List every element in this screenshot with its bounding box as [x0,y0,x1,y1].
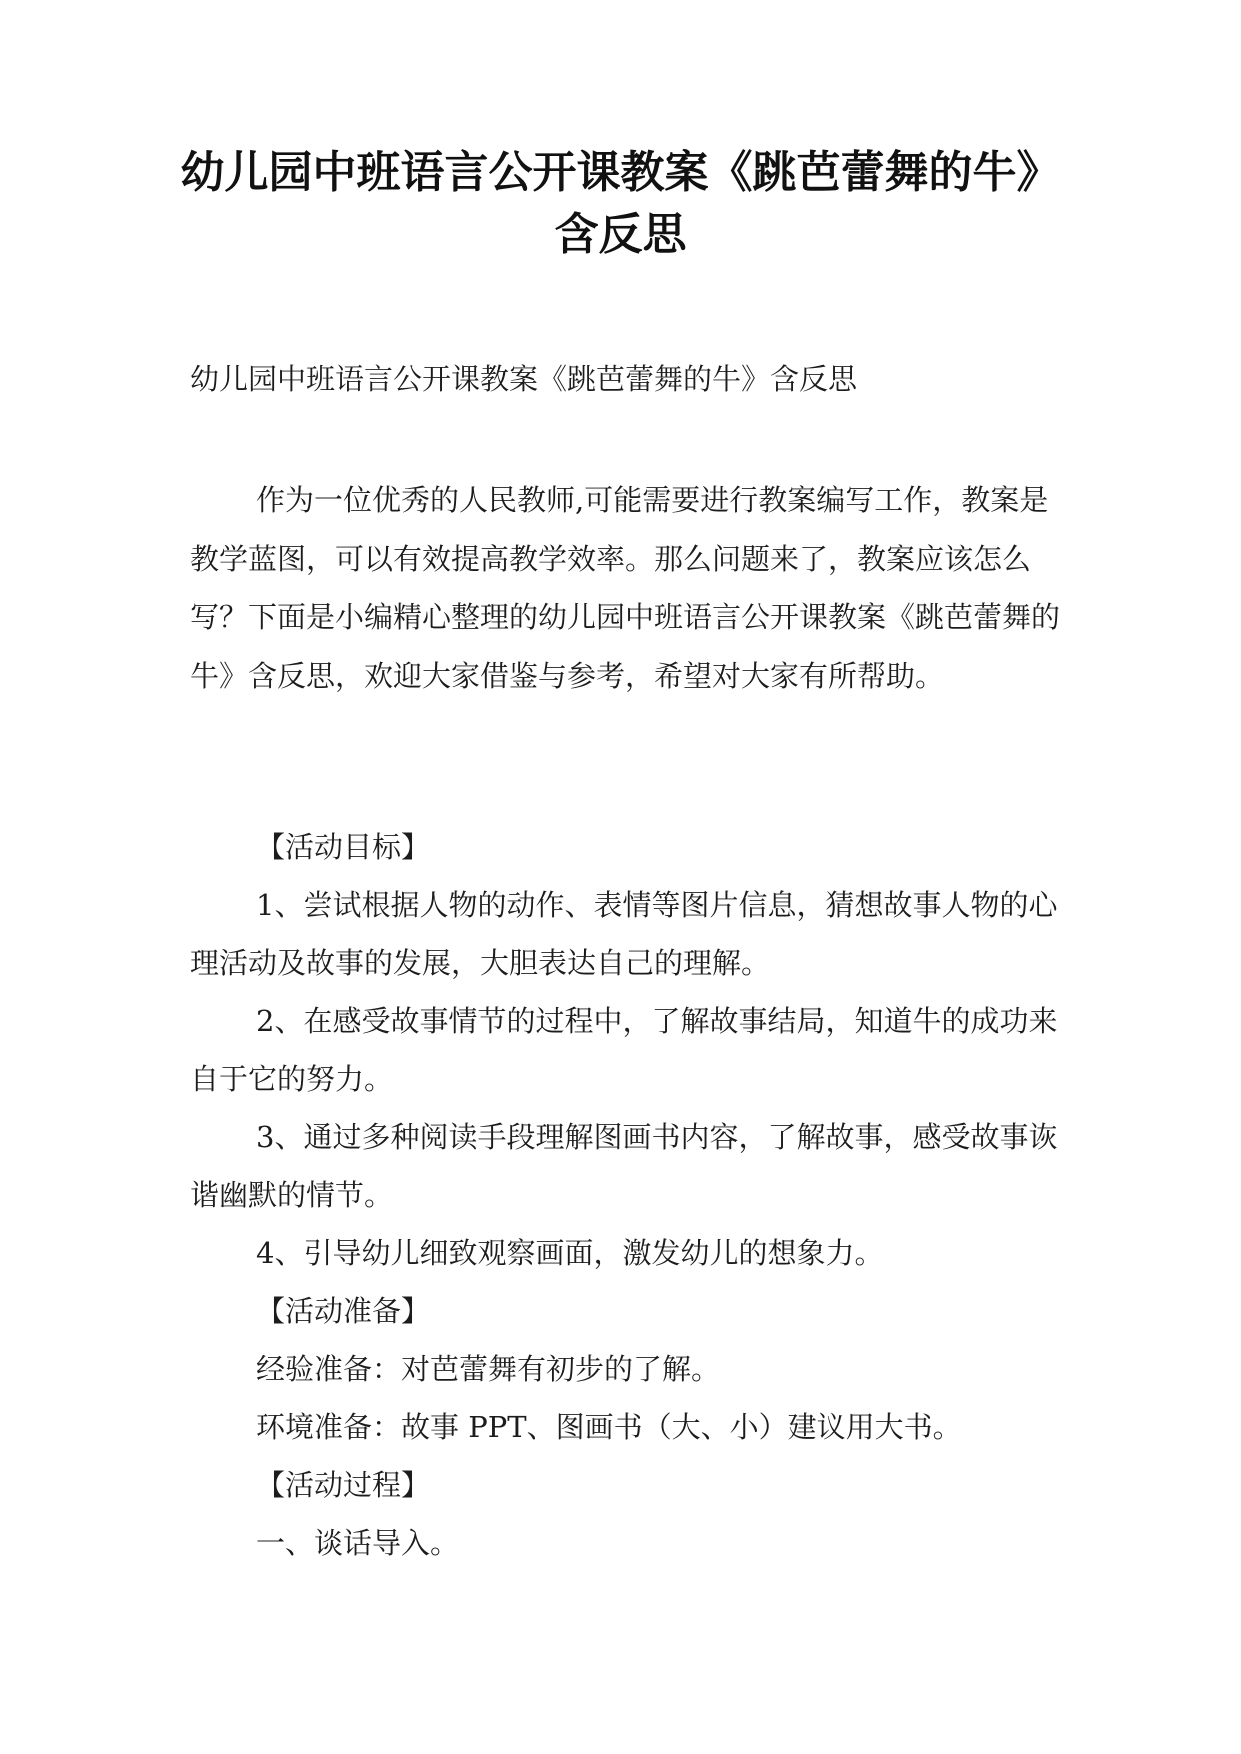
process-heading: 【活动过程】 [256,1468,431,1502]
intro-paragraph: 作为一位优秀的人民教师,可能需要进行教案编写工作，教案是教学蓝图，可以有效提高教学效率。那么问题来了，教案应该怎么写？下面是小编精心整理的幼儿园中班语言公开课教案《跳芭蕾舞的牛》含反思，欢迎大家借鉴与参考，希望对大家有所帮助。 [190,483,1061,693]
process-step-1: 一、谈话导入。 [256,1526,460,1560]
goal-item-1: 1、尝试根据人物的动作、表情等图片信息，猜想故事人物的心理活动及故事的发展，大胆表达自己的理解。 [190,888,1058,980]
title-line-2: 含反思 [554,209,687,260]
goal-item-4: 4、引导幼儿细致观察画面，激发幼儿的想象力。 [256,1236,884,1270]
preparation-heading: 【活动准备】 [256,1294,431,1328]
document-title [150,142,1091,266]
document-subtitle: 幼儿园中班语言公开课教案《跳芭蕾舞的牛》含反思 [190,362,858,396]
goal-item-3: 3、通过多种阅读手段理解图画书内容，了解故事，感受故事诙谐幽默的情节。 [190,1120,1058,1212]
lesson-sections [190,818,1070,1572]
goals-heading: 【活动目标】 [256,830,431,864]
preparation-environment: 环境准备：故事 PPT、图画书（大、小）建议用大书。 [256,1410,962,1444]
title-line-1: 幼儿园中班语言公开课教案《跳芭蕾舞的牛》 [180,147,1061,198]
preparation-experience: 经验准备：对芭蕾舞有初步的了解。 [256,1352,721,1386]
goal-item-2: 2、在感受故事情节的过程中，了解故事结局，知道牛的成功来自于它的努力。 [190,1004,1058,1096]
